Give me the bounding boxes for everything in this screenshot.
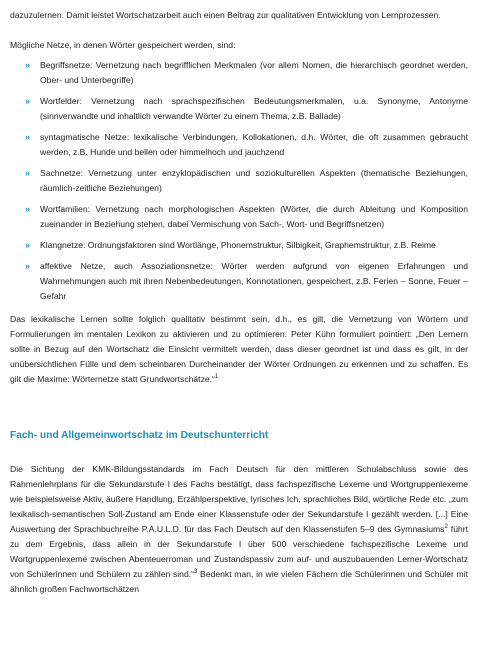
section-paragraph-text-2: führt zu dem Ergebnis, dass allein in der Sekundarstufe I über 500 verschiedene fachspezifische Lexeme und Wortgruppenlexeme zwischen Abenteuerroman und Zustandspassiv zum auf- und auszubauenden Lerner-Wortschatz von Schülerinnen und Schülern zu zählen sind.“ [10,524,468,579]
list-item-text: Begriffsnetze: Vernetzung nach begrifflichen Merkmalen (vor allem Nomen, die hierarchisch geordnet werden, Ober- und Unterbegriffe) [40,60,468,85]
netze-heading: Mögliche Netze, in denen Wörter gespeichert werden, sind: [10,40,236,50]
list-item [10,202,468,232]
list-item [10,166,468,196]
bullet-chevron-icon: » [25,204,31,214]
list-item-text: affektive Netze, auch Assoziationsnetze: Wörter werden aufgrund von eigenen Erfahrungen und Wahrnehmungen auch mit ihren Nebenbedeutungen, Konnotationen, gespeichert, z.B. Ferien – Sonne, Feuer – Gefahr [40,261,468,301]
list-item-text: Klangnetze: Ordnungsfaktoren sind Wortlänge, Phonemstruktur, Silbigkeit, Graphemstruktur, z.B. Reime [40,240,436,250]
footnote-marker[interactable]: 2 [444,524,448,531]
list-item [10,58,468,88]
bullet-chevron-icon: » [25,261,31,271]
lexical-paragraph [10,312,468,387]
footnote-marker[interactable]: 1 [214,374,219,381]
section-paragraph-text-1: Die Sichtung der KMK-Bildungsstandards im Fach Deutsch für den mittleren Schulabschluss sowie des Rahmenlehrplans für die Sekundarstufe I des Fachs bestätigt, dass fachspezifische Lexeme und Wortgruppenlexeme wie beispielsweise Aktiv, äußere Handlung, Erzählperspektive, lyrisches Ich, sprachliches Bild, wörtliche Rede etc. „zum lexikalisch-semantischen Soll-Zustand am Ende einer Klassenstufe oder der Sekundarstufe I gezählt werden. [...] Eine Auswertung der Sprachbuchreihe P.A.U.L.D. für das Fach Deutsch auf den Klassenstufen 5–9 des Gymnasiums [10,464,468,534]
bullet-chevron-icon: » [25,168,31,178]
footnote-marker[interactable]: 3 [194,569,198,576]
list-item-text: Wortfelder: Vernetzung nach sprachspezifischen Bedeutungsmerkmalen, u.a. Synonyme, Antonyme (sinnverwandte und inhaltlich verwandte Wörter zu einem Thema, z.B. Ballade) [40,96,468,121]
section-heading: Fach- und Allgemeinwortschatz im Deutschunterricht [10,430,269,441]
list-item-text: syntagmatische Netze: lexikalische Verbindungen, Kollokationen, d.h. Wörter, die oft zusammen gebraucht werden, z.B. Hunde und bellen oder himmelhoch und jauchzend [40,132,468,157]
lexical-paragraph-text: Das lexikalische Lernen sollte folglich qualitativ bestimmt sein, d.h., es gilt, die Vernetzung von Wörtern und Formulierungen im mentalen Lexikon zu aktivieren und zu optimieren. Peter Kühn formuliert pointiert: „Den Lernern sollte in Bezug auf den Wortschatz die Einsicht vermittelt werden, dass dieser geordnet ist und dass es gilt, in der unübersichtlichen Fülle und dem scheinbaren Durcheinander der Wörter Ordnungen zu erkennen und zu schaffen. Es gilt die Maxime: Wörternetze statt Grundwortschätze.“ [10,314,468,384]
netze-list [10,58,468,304]
section-paragraph [10,462,468,597]
intro-paragraph: dazuzulernen. Damit leistet Wortschatzarbeit auch einen Beitrag zur qualitativen Entwicklung von Lernprozessen. [10,10,441,20]
list-item-text: Wortfamilien: Vernetzung nach morphologischen Aspekten (Wörter, die durch Ableitung und Komposition zueinander in Beziehung stehen, dabei Vermischung von Sach-, Wort- und Begriffsnetzen) [40,204,468,229]
document-page [10,0,468,597]
list-item [10,130,468,160]
list-item-text: Sachnetze: Vernetzung unter enzyklopädischen und soziokulturellen Aspekten (thematische Beziehungen, räumlich-zeitliche Beziehungen) [40,168,468,193]
list-item [10,94,468,124]
bullet-chevron-icon: » [25,132,31,142]
bullet-chevron-icon: » [25,96,31,106]
bullet-chevron-icon: » [25,60,31,70]
section-paragraph-text-3: Bedenkt man, in wie vielen Fächern die Schülerinnen und Schüler mit ähnlich großen Fachwortschätzen [10,569,468,594]
list-item [10,259,468,304]
bullet-chevron-icon: » [25,240,31,250]
list-item [10,238,468,253]
